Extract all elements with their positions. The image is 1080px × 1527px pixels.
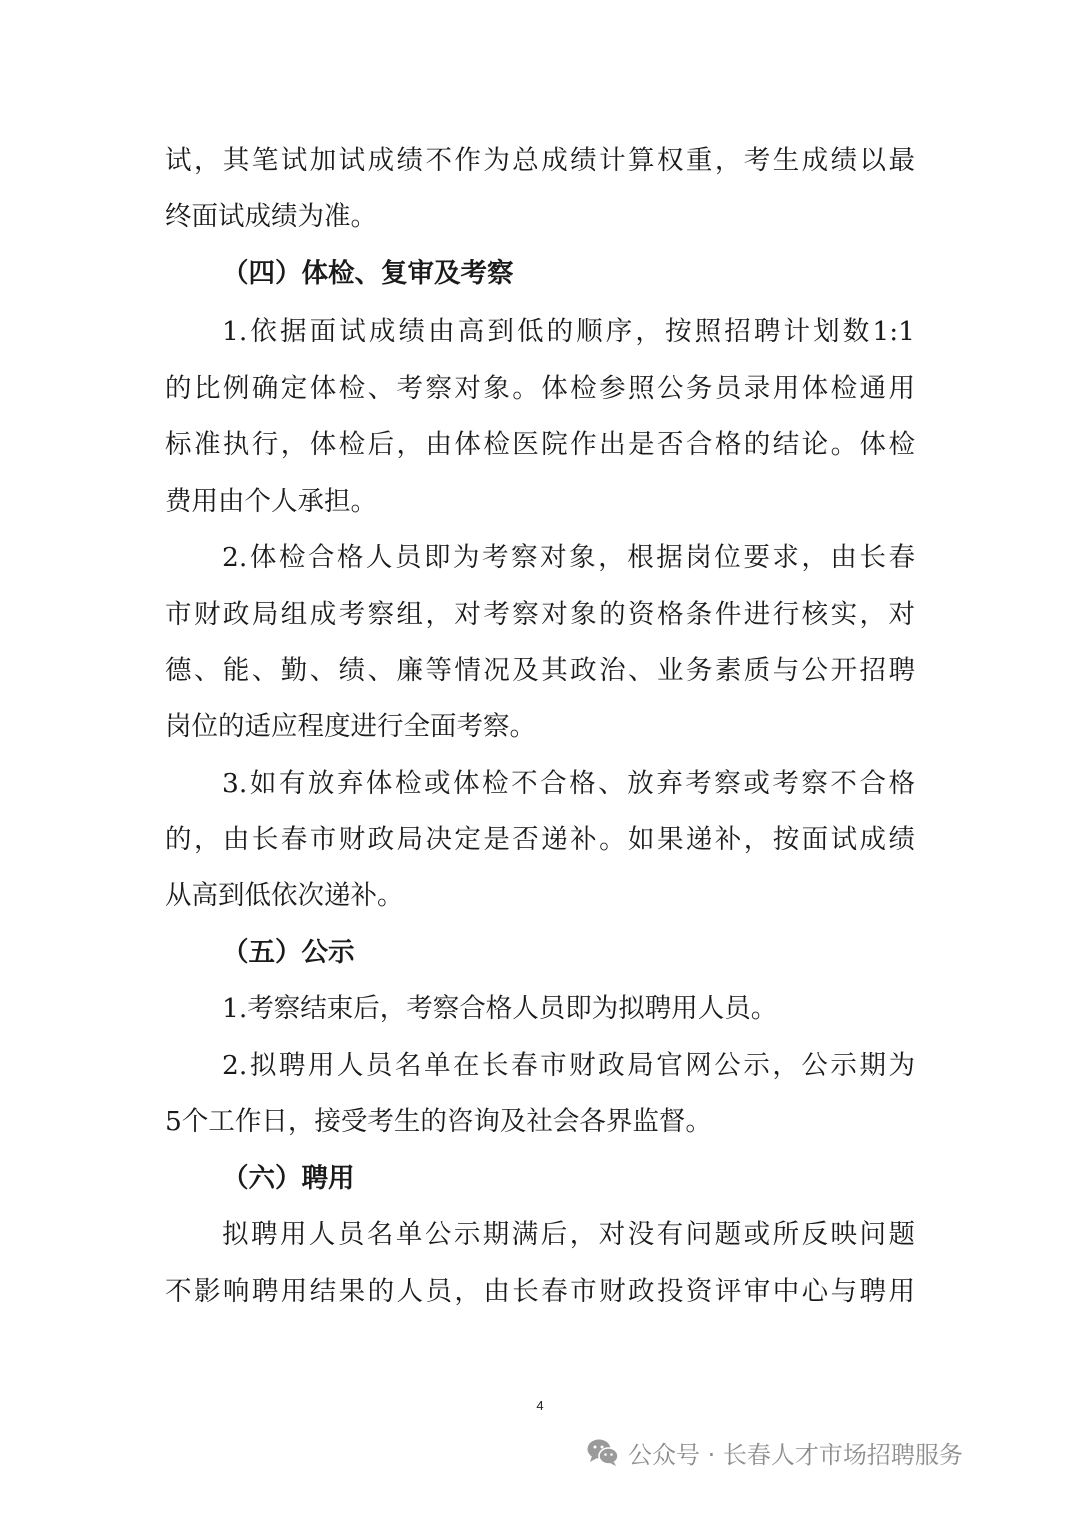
body-text-line: 5个工作日，接受考生的咨询及社会各界监督。 [165, 1106, 712, 1137]
section-heading: （五）公示 [222, 937, 355, 968]
body-text-line: 从高到低依次递补。 [165, 880, 404, 911]
watermark-text: 公众号 · 长春人才市场招聘服务 [628, 1440, 963, 1469]
section-heading: （四）体检、复审及考察 [222, 258, 514, 289]
body-text-line: 标准执行，体检后，由体检医院作出是否合格的结论。体检 [165, 429, 915, 460]
body-text-line: 德、能、勤、绩、廉等情况及其政治、业务素质与公开招聘 [165, 655, 915, 686]
page-number: 4 [536, 1398, 544, 1413]
body-text-line: 拟聘用人员名单公示期满后，对没有问题或所反映问题 [222, 1219, 915, 1250]
wechat-watermark [586, 1432, 963, 1472]
body-text-line: 3.如有放弃体检或体检不合格、放弃考察或考察不合格 [222, 768, 915, 799]
section-heading: （六）聘用 [222, 1163, 355, 1194]
body-text-line: 1.考察结束后，考察合格人员即为拟聘用人员。 [222, 993, 778, 1024]
body-text-line: 岗位的适应程度进行全面考察。 [165, 711, 536, 742]
body-text-line: 市财政局组成考察组，对考察对象的资格条件进行核实，对 [165, 599, 915, 630]
body-text-line: 的比例确定体检、考察对象。体检参照公务员录用体检通用 [165, 373, 915, 404]
body-text-line: 终面试成绩为准。 [165, 201, 377, 232]
body-text-line: 1.依据面试成绩由高到低的顺序，按照招聘计划数1:1 [222, 316, 915, 347]
body-text-line: 费用由个人承担。 [165, 486, 377, 517]
body-text-line: 2.拟聘用人员名单在长春市财政局官网公示，公示期为 [222, 1050, 915, 1081]
body-text-line: 不影响聘用结果的人员，由长春市财政投资评审中心与聘用 [165, 1276, 915, 1307]
body-text-line: 2.体检合格人员即为考察对象，根据岗位要求，由长春 [222, 542, 915, 573]
body-text-line: 试，其笔试加试成绩不作为总成绩计算权重，考生成绩以最 [165, 145, 915, 176]
body-text-line: 的，由长春市财政局决定是否递补。如果递补，按面试成绩 [165, 824, 915, 855]
wechat-icon [586, 1437, 620, 1467]
